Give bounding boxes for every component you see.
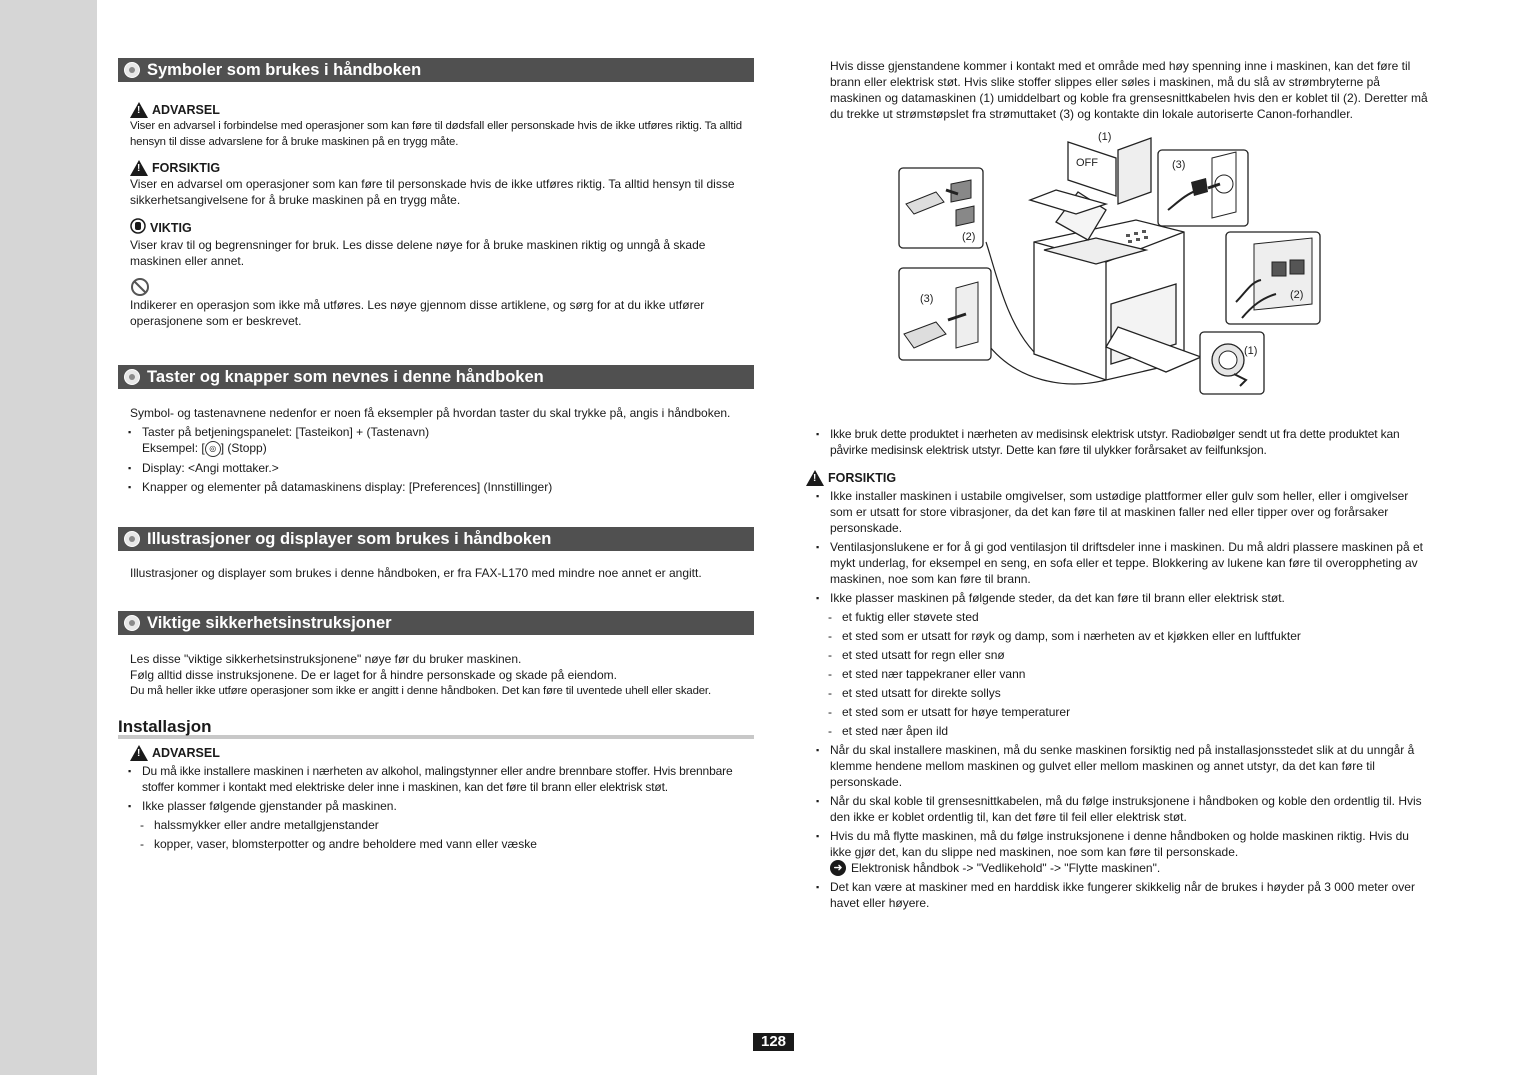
list-item: ▪ Ikke installer maskinen i ustabile omgivelser, som ustødige plattformer eller gulv som heller, eller i omgivelser som er utsatt for store vibrasjoner, da det kan føre til at maskinen faller ned eller tipper over og forårsaker personskade.: [806, 488, 1432, 536]
dash-item: - kopper, vaser, blomsterpotter og andre beholdere med vann eller væske: [118, 836, 754, 852]
caution-heading: [806, 470, 1432, 486]
section-bullet-icon: [124, 369, 140, 385]
callout-2-left: (2): [962, 231, 976, 243]
intro-text: Hvis disse gjenstandene kommer i kontakt med et område med høy spenning inne i maskinen, kan det føre til brann eller elektrisk støt. Hvis slike stoffer slippes eller søles i maskinen, må du slå av strømbryterne på maskinen og datamaskinen (1) umiddelbart og koble fra grensesnittkabelen hvis den er koblet til (2). Deretter må du trekke ut strømstøpslet fra strømuttaket (3) og kontakte din lokale autoriserte Canon-forhandler.: [830, 59, 1428, 121]
list-item: ▪ Når du skal installere maskinen, må du senke maskinen forsiktig ned på installasjonsstedet slik at du unngår å klemme hendene mellom maskinen og gulvet eller mellom maskinen og annet utstyr, da det kan føre til personskade.: [806, 742, 1432, 790]
section-title: Taster og knapper som nevnes i denne håndboken: [147, 368, 544, 386]
section-title: Illustrasjoner og displayer som brukes i håndboken: [147, 529, 552, 548]
list-item: ▪ Display: <Angi mottaker.>: [118, 460, 754, 476]
section-title: Viktige sikkerhetsinstruksjoner: [147, 613, 392, 632]
disconnect-figure: [806, 122, 1432, 412]
safety-line-3: Du må heller ikke utføre operasjoner som ikke er angitt i denne håndboken. Det kan føre til uventede uhell eller skader.: [130, 684, 711, 697]
location-list: [806, 609, 1432, 739]
dash-item: - et sted utsatt for regn eller snø: [806, 647, 1432, 663]
safety-block: [118, 651, 754, 699]
right-column: [806, 58, 1432, 914]
section-header-safety: [118, 611, 754, 635]
keys-block: [118, 405, 754, 495]
illustrations-text: Illustrasjoner og displayer som brukes i denne håndboken, er fra FAX-L170 med mindre noe annet er angitt.: [130, 565, 702, 580]
arrow-right-icon: ➜: [830, 860, 846, 876]
keys-intro: Symbol- og tastenavnene nedenfor er noen få eksempler på hvordan taster du skal trykke på, angis i håndboken.: [130, 406, 731, 420]
symbol-prohibit-block: [118, 277, 754, 329]
warning-label: ADVARSEL: [152, 745, 220, 760]
callout-2-right: (2): [1290, 289, 1304, 301]
manual-reference-text: Elektronisk håndbok -> "Vedlikehold" -> "Flytte maskinen".: [851, 861, 1161, 875]
dash-item: - et sted som er utsatt for røyk og damp, som i nærheten av et kjøkken eller en luftfukter: [806, 628, 1432, 644]
heading-rule: [118, 735, 754, 739]
installation-warning-block: [118, 745, 754, 852]
prohibit-icon: [130, 277, 754, 297]
section-header-keys: [118, 365, 754, 389]
prohibit-text: Indikerer en operasjon som ikke må utføres. Les nøye gjennom disse artiklene, og sørg for at du ikke utfører operasjonene som er beskrevet.: [130, 298, 705, 328]
page-number: 128: [753, 1033, 794, 1051]
symbol-important-block: [118, 218, 754, 269]
hand-stop-icon: [130, 218, 146, 237]
stop-key-icon: ◎: [205, 441, 221, 457]
list-item: ▪ Du må ikke installere maskinen i nærheten av alkohol, malingstynner eller andre brennbare stoffer. Hvis brennbare stoffer kommer i kontakt med elektriske deler inne i maskinen, kan det føre til brann eller elektrisk støt.: [118, 763, 754, 795]
dash-item: - et sted nær åpen ild: [806, 723, 1432, 739]
installation-title: Installasjon: [118, 716, 212, 736]
keys-item-panel: Taster på betjeningspanelet: [Tasteikon] + (Tastenavn): [142, 425, 430, 439]
section-header-illustrations: [118, 527, 754, 551]
list-item: ▪ Det kan være at maskiner med en harddisk ikke fungerer skikkelig når de brukes i høyder på 3 000 meter over havet eller høyere.: [806, 879, 1432, 911]
dash-item: - et sted nær tappekraner eller vann: [806, 666, 1432, 682]
installation-heading: [118, 717, 754, 739]
list-item: ▪ Knapper og elementer på datamaskinens display: [Preferences] (Innstillinger): [118, 479, 754, 495]
list-item: [806, 828, 1432, 876]
callout-3-left: (3): [920, 293, 934, 305]
caution-icon: !: [806, 470, 824, 486]
symbol-caution-block: [118, 160, 754, 208]
off-label: OFF: [1076, 157, 1098, 169]
important-text: Viser krav til og begrensninger for bruk. Les disse delene nøye for å bruke maskinen riktig og unngå å skade maskinen eller annet.: [130, 238, 706, 268]
list-item: ▪ Ikke plasser følgende gjenstander på maskinen.: [118, 798, 754, 814]
section-bullet-icon: [124, 531, 140, 547]
dash-item: - et sted utsatt for direkte sollys: [806, 685, 1432, 701]
safety-line-1: Les disse "viktige sikkerhetsinstruksjonene" nøye før du bruker maskinen.: [130, 651, 522, 666]
dash-item: - halssmykker eller andre metallgjenstander: [118, 817, 754, 833]
list-item: ▪ Når du skal koble til grensesnittkabelen, må du følge instruksjonene i håndboken og koble den ordentlig til. Hvis den ikke er koblet ordentlig til, kan det føre til feil eller elektrisk støt.: [806, 793, 1432, 825]
keys-example-prefix: Eksempel: [: [142, 441, 205, 455]
manual-reference: [830, 860, 1432, 876]
section-bullet-icon: [124, 62, 140, 78]
callout-1-bottom: (1): [1244, 345, 1258, 357]
callout-3-right: (3): [1172, 159, 1186, 171]
caution-label: FORSIKTIG: [828, 471, 897, 485]
section-bullet-icon: [124, 615, 140, 631]
list-item: [118, 424, 754, 457]
list-item: ▪ Ventilasjonslukene er for å gi god ventilasjon til driftsdeler inne i maskinen. Du må aldri plassere maskinen på et mykt underlag, for eksempel en seng, en sofa eller et teppe. Blokkering av lukene kan føre til overoppheting av maskinen, noe som kan føre til brann.: [806, 539, 1432, 587]
warning-text: Viser en advarsel i forbindelse med operasjoner som kan føre til dødsfall eller personskade hvis de ikke utføres riktig. Ta alltid hensyn til disse advarslene for å bruke maskinen på en trygg måte.: [130, 120, 742, 148]
dash-item: - et sted som er utsatt for høye temperaturer: [806, 704, 1432, 720]
move-text: Hvis du må flytte maskinen, må du følge instruksjonene i denne håndboken og holde maskinen riktig. Hvis du ikke gjør det, kan du slippe ned maskinen, noe som kan føre til personskade.: [830, 829, 1409, 859]
warning-icon: !: [130, 102, 148, 118]
page-margin-band: [0, 0, 97, 1075]
list-item: ▪ Ikke plasser maskinen på følgende steder, da det kan føre til brann eller elektrisk støt.: [806, 590, 1432, 606]
warning-label: ADVARSEL: [152, 103, 220, 117]
symbol-warning-block: [118, 102, 754, 150]
list-item: ▪ Ikke bruk dette produktet i nærheten av medisinsk elektrisk utstyr. Radiobølger sendt ut fra dette produktet kan påvirke medisinsk elektrisk utstyr. Dette kan føre til ulykker forårsaket av feilfunksjon.: [806, 426, 1432, 458]
safety-line-2: Følg alltid disse instruksjonene. De er laget for å hindre personskade og skade på eiendom.: [130, 667, 617, 682]
keys-example-suffix: ] (Stopp): [220, 441, 267, 455]
left-column: [118, 58, 754, 855]
warning-icon: !: [130, 745, 148, 761]
section-title: Symboler som brukes i håndboken: [147, 61, 422, 79]
important-label: VIKTIG: [150, 220, 192, 235]
disconnect-illustration: [806, 122, 1432, 412]
caution-icon: !: [130, 160, 148, 176]
dash-item: - et fuktig eller støvete sted: [806, 609, 1432, 625]
callout-1-top: (1): [1098, 131, 1112, 143]
caution-label: FORSIKTIG: [152, 161, 221, 175]
section-header-symbols: [118, 58, 754, 82]
caution-text: Viser en advarsel om operasjoner som kan føre til personskade hvis de ikke utføres riktig. Ta alltid hensyn til disse sikkerhetsangivelsene for å bruke maskinen på en trygg måte.: [130, 177, 735, 207]
